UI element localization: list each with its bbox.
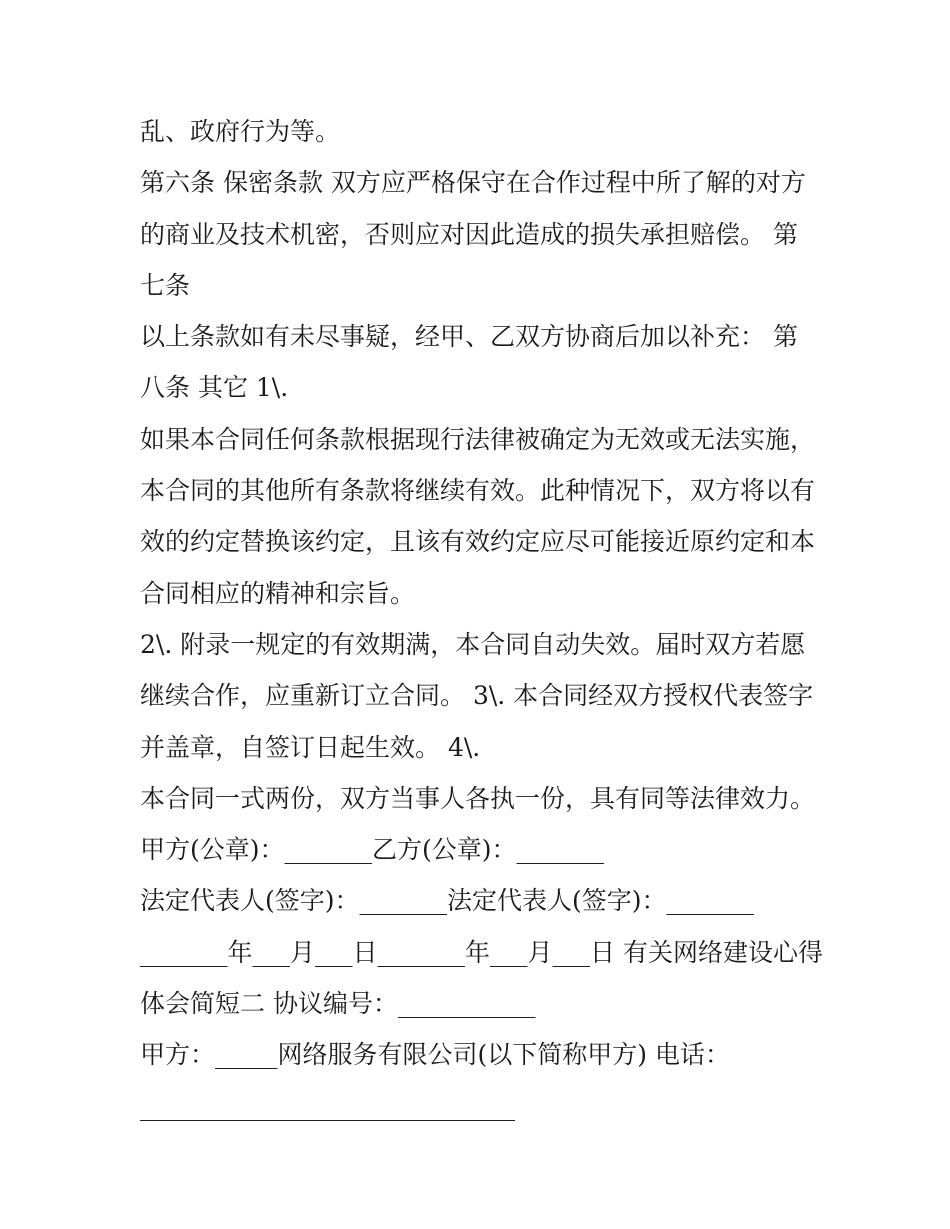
- signature-line-seal: 甲方(公章)：_______乙方(公章)：_______: [140, 835, 605, 865]
- text-line: 并盖章，自签订日起生效。 4\.: [140, 732, 481, 762]
- signature-line-representative: 法定代表人(签字)：_______法定代表人(签字)：_______: [140, 886, 755, 916]
- text-line: 2\. 附录一规定的有效期满，本合同自动失效。届时双方若愿: [140, 629, 806, 659]
- phone-blank-line: ______________________________: [140, 1091, 515, 1121]
- date-line: _______年___月___日_______年___月___日 有关网络建设心得: [140, 937, 823, 967]
- text-line: 八条 其它 1\.: [140, 373, 289, 403]
- agreement-number-line: 体会简短二 协议编号：___________: [140, 989, 536, 1019]
- text-line: 效的约定替换该约定，且该有效约定应尽可能接近原约定和本: [140, 527, 816, 557]
- text-line: 的商业及技术机密，否则应对因此造成的损失承担赔偿。 第: [140, 219, 798, 249]
- document-body: [140, 106, 830, 1132]
- text-line: 如果本合同任何条款根据现行法律被确定为无效或无法实施，: [140, 424, 816, 454]
- text-line: 继续合作，应重新订立合同。 3\. 本合同经双方授权代表签字: [140, 681, 814, 711]
- text-line: 本合同的其他所有条款将继续有效。此种情况下，双方将以有: [140, 476, 816, 506]
- text-line: 以上条款如有未尽事疑，经甲、乙双方协商后加以补充： 第: [140, 322, 798, 352]
- text-line: 本合同一式两份，双方当事人各执一份，具有同等法律效力。: [140, 783, 816, 813]
- text-line: 七条: [140, 270, 191, 300]
- text-line: 合同相应的精神和宗旨。: [140, 578, 416, 608]
- text-line: 第六条 保密条款 双方应严格保守在合作过程中所了解的对方: [140, 168, 806, 198]
- party-a-line: 甲方：_____网络服务有限公司(以下简称甲方) 电话：: [140, 1040, 730, 1070]
- text-line: 乱、政府行为等。: [140, 117, 341, 146]
